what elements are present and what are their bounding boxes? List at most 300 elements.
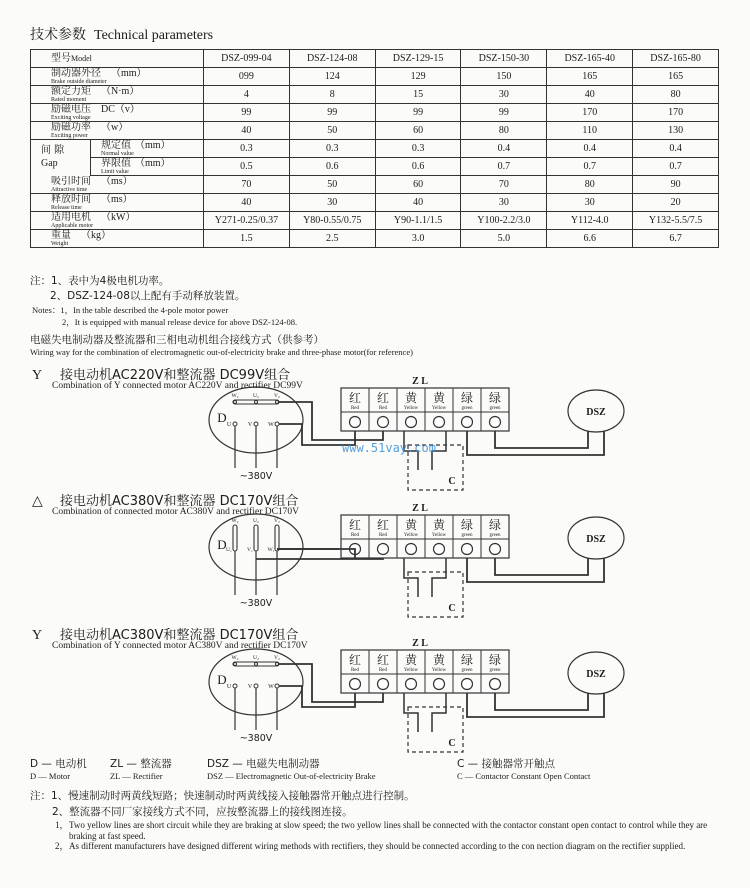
brake-label: DSZ: [586, 669, 606, 680]
table-row: [31, 230, 719, 248]
header-label-cell: [31, 50, 204, 68]
value-cell: 80: [547, 176, 633, 194]
row-label-zh-line: [51, 105, 203, 115]
table-row: [31, 212, 719, 230]
row-label-zh: 重量: [51, 229, 71, 241]
watermark-text: www.51vay.com: [342, 441, 436, 455]
value-cell: 0.3: [289, 140, 375, 158]
terminal-label-zh: 绿: [460, 653, 474, 667]
value-cell: 0.6: [289, 158, 375, 176]
table-row: [31, 176, 719, 194]
value-cell: 80: [633, 86, 719, 104]
section-title-zh: 接电动机AC220V和整流器 DC99V组合: [60, 368, 291, 383]
row-label-zh-line: [51, 69, 203, 79]
red-wire: [279, 664, 383, 702]
value-cell: 099: [204, 68, 290, 86]
terminal-dot: [275, 684, 279, 688]
value-cell: 0.4: [547, 140, 633, 158]
value-cell: 129: [375, 68, 461, 86]
value-cell: 99: [375, 104, 461, 122]
rectifier-label: Z L: [412, 638, 428, 649]
row-label-en: Limit value: [101, 168, 129, 175]
terminal-screw-icon: [406, 679, 417, 690]
terminal-label-en: Yellow: [431, 406, 447, 411]
terminal-screw-icon: [378, 544, 389, 555]
red-wire: [279, 424, 355, 445]
value-cell: 99: [204, 104, 290, 122]
section-title-zh: 接电动机AC380V和整流器 DC170V组合: [60, 494, 299, 509]
terminal-label-zh: 黄: [404, 391, 418, 405]
row-label-cell: [31, 194, 204, 212]
value-cell: 30: [461, 86, 547, 104]
rectifier-block: [341, 388, 509, 431]
row-unit: （mm）: [135, 157, 171, 169]
value-cell: 99: [289, 104, 375, 122]
yellow-wire: [404, 431, 418, 470]
yellow-wire: [404, 693, 418, 732]
terminal-screw-icon: [462, 544, 473, 555]
table-row: [31, 140, 719, 158]
brake-label: DSZ: [586, 407, 606, 418]
value-cell: 170: [547, 104, 633, 122]
section-title-zh: 接电动机AC380V和整流器 DC170V组合: [60, 628, 299, 643]
row-label-zh: 吸引时间: [51, 175, 91, 187]
contactor-box: [408, 707, 463, 752]
row-label-cell: [31, 122, 204, 140]
rectifier-label: Z L: [412, 376, 428, 387]
legend-item: C — Contactor Constant Open Contact: [457, 771, 591, 781]
value-cell: 40: [204, 122, 290, 140]
terminal-screw-icon: [350, 417, 361, 428]
terminal-dot: [276, 663, 279, 666]
value-cell: 165: [633, 68, 719, 86]
green-wire: [467, 693, 604, 717]
value-cell: 40: [204, 194, 290, 212]
value-cell: 0.3: [204, 140, 290, 158]
table-row: [31, 68, 719, 86]
row-label-cell: [31, 230, 204, 248]
notes-en-item: 2，It is equipped with manual release device for above DSZ-124-08.: [62, 317, 298, 327]
model-header-cell: DSZ-124-08: [289, 50, 375, 68]
terminal-screw-icon: [434, 679, 445, 690]
value-cell: 0.4: [633, 140, 719, 158]
terminal-dot: [234, 401, 237, 404]
terminal-dot: [275, 422, 279, 426]
notes-en-item: 1，In the table described the 4-pole motor power: [60, 305, 229, 315]
winding-bottom-label: V: [247, 684, 253, 690]
table-row: [31, 86, 719, 104]
notes-zh-prefix: 注：: [30, 275, 51, 287]
terminal-label-zh: 红: [348, 391, 362, 405]
terminal-screw-icon: [434, 417, 445, 428]
row-unit: （mm）: [135, 139, 171, 151]
value-cell: 90: [633, 176, 719, 194]
row-label-en: Attractive time: [51, 186, 88, 193]
row-label-cell: [31, 68, 204, 86]
section-subtitle: Combination of Y connected motor AC220V and rectifier DC99V: [52, 381, 303, 391]
terminal-screw-icon: [434, 544, 445, 555]
bottom-zh-item: 1、慢速制动时两黄线短路；快速制动时两黄线接入接触器常开触点进行控制。: [51, 790, 415, 802]
spec-table: [30, 49, 719, 248]
terminal-dot: [234, 663, 237, 666]
legend-item: DSZ — 电磁失电制动器: [207, 758, 320, 770]
rectifier-block: [341, 650, 509, 693]
value-cell: 20: [633, 194, 719, 212]
value-cell: 6.7: [633, 230, 719, 248]
value-cell: 30: [289, 194, 375, 212]
winding-bottom-label: W: [268, 422, 274, 428]
terminal-label-en: Red: [378, 668, 388, 673]
terminal-label-zh: 绿: [460, 391, 474, 405]
row-label-cell: [31, 212, 204, 230]
value-cell: 4: [204, 86, 290, 104]
row-unit: （ms）: [101, 175, 133, 187]
row-label-zh-line: [51, 213, 203, 223]
section-mark: △: [32, 494, 43, 509]
value-cell: Y90-1.1/1.5: [375, 212, 461, 230]
value-cell: 110: [547, 122, 633, 140]
table-row: [31, 194, 719, 212]
legend-item: C — 接触器常开触点: [457, 758, 556, 770]
voltage-label: ~380V: [239, 598, 273, 609]
terminal-label-zh: 绿: [488, 518, 502, 532]
terminal-label-zh: 黄: [432, 653, 446, 667]
winding-top-label: U₂: [253, 518, 259, 524]
bottom-en-item: [55, 841, 735, 852]
terminal-label-zh: 黄: [432, 391, 446, 405]
terminal-label-en: Yellow: [403, 406, 419, 411]
terminal-screw-icon: [350, 544, 361, 555]
winding-top-label: V₂: [274, 393, 280, 399]
terminal-label-zh: 红: [376, 391, 390, 405]
voltage-label: ~380V: [239, 733, 273, 744]
terminal-label-zh: 红: [376, 518, 390, 532]
row-label-en: Rated moment: [51, 96, 87, 103]
value-cell: 0.7: [547, 158, 633, 176]
row-label-zh-line: [51, 87, 203, 97]
terminal-label-en: green: [461, 406, 473, 411]
terminal-dot: [254, 684, 258, 688]
value-cell: 1.5: [204, 230, 290, 248]
row-label-en: Applicable motor: [51, 222, 94, 229]
title-zh: 技术参数: [30, 27, 86, 43]
value-cell: 130: [633, 122, 719, 140]
star-link-bar: [233, 400, 279, 404]
terminal-screw-icon: [406, 417, 417, 428]
winding-bottom-label: U: [226, 684, 232, 690]
bottom-notes-en: [55, 820, 735, 852]
table-row: [31, 122, 719, 140]
winding-top-label: U₂: [253, 655, 259, 661]
terminal-screw-icon: [378, 679, 389, 690]
row-label-zh: 适用电机: [51, 211, 91, 223]
terminal-screw-icon: [490, 679, 501, 690]
winding-top-label: V₂: [274, 518, 280, 524]
model-header-cell: DSZ-165-80: [633, 50, 719, 68]
brake-ellipse: [568, 517, 624, 559]
notes-en-prefix: Notes：: [32, 305, 61, 315]
terminal-dot: [233, 684, 237, 688]
row-label-en: Exciting voltage: [51, 114, 91, 121]
motor-ellipse: [209, 649, 303, 715]
terminal-label-en: green: [461, 668, 473, 673]
value-cell: 6.6: [547, 230, 633, 248]
rectifier-block: [341, 515, 509, 558]
wiring-title-zh: 电磁失电制动器及整流器和三相电动机组合接线方式（供参考）: [30, 334, 324, 346]
value-cell: 30: [547, 194, 633, 212]
value-cell: Y132-5.5/7.5: [633, 212, 719, 230]
brake-ellipse: [568, 390, 624, 432]
red-wire: [277, 549, 355, 558]
value-cell: 0.5: [204, 158, 290, 176]
voltage-label: ~380V: [239, 471, 273, 482]
row-label-zh: 额定力矩: [51, 85, 91, 97]
terminal-dot: [254, 422, 258, 426]
row-label-zh: 规定值: [101, 139, 131, 151]
contactor-box: [408, 445, 463, 490]
row-unit: （w）: [101, 121, 129, 133]
terminal-label-zh: 红: [348, 518, 362, 532]
model-header-cell: DSZ-099-04: [204, 50, 290, 68]
model-header-cell: DSZ-129-15: [375, 50, 461, 68]
legend-item: D — Motor: [30, 771, 71, 781]
terminal-dot: [255, 663, 258, 666]
contactor-label: C: [448, 603, 456, 614]
green-wire: [495, 693, 588, 710]
terminal-label-zh: 绿: [488, 653, 502, 667]
value-cell: 60: [375, 122, 461, 140]
terminal-label-en: Yellow: [403, 668, 419, 673]
winding-bottom-label: U₁: [226, 547, 232, 553]
table-row: [31, 158, 719, 176]
value-cell: 0.4: [461, 140, 547, 158]
value-cell: 80: [461, 122, 547, 140]
header-zh: 型号: [51, 52, 71, 64]
winding-bottom-label: W: [268, 684, 274, 690]
value-cell: 50: [289, 122, 375, 140]
value-cell: 0.6: [375, 158, 461, 176]
row-label-zh: 释放时间: [51, 193, 91, 205]
header-en: Model: [71, 53, 92, 63]
section-subtitle: Combination of Y connected motor AC380V and rectifier DC170V: [52, 641, 308, 651]
row-label-en: Release time: [51, 204, 82, 211]
contactor-label: C: [448, 738, 456, 749]
bottom-en-text: Two yellow lines are short circuit while they are braking at slow speed; the two yellow lines shall be connected with the contactor constant open contact to control while they are braking at fast speed.: [69, 820, 708, 841]
value-cell: 0.7: [461, 158, 547, 176]
terminal-screw-icon: [406, 544, 417, 555]
row-label-en: Weight: [51, 240, 69, 247]
section-subtitle: Combination of connected motor AC380V and rectifier DC170V: [52, 507, 300, 517]
terminal-label-zh: 红: [376, 653, 390, 667]
terminal-label-zh: 红: [348, 653, 362, 667]
row-label-en: Normal value: [101, 150, 134, 157]
wiring-diagram: [209, 638, 624, 752]
winding-bottom-label: W₁: [267, 547, 275, 553]
terminal-dot: [276, 401, 279, 404]
value-cell: Y100-2.2/3.0: [461, 212, 547, 230]
row-unit: （kg）: [81, 229, 111, 241]
winding-bottom-label: U: [226, 422, 232, 428]
terminal-label-zh: 黄: [432, 518, 446, 532]
model-header-cell: DSZ-165-40: [547, 50, 633, 68]
terminal-label-en: Yellow: [403, 533, 419, 538]
value-cell: Y80-0.55/0.75: [289, 212, 375, 230]
terminal-label-en: Red: [350, 668, 360, 673]
bottom-notes-zh: [30, 788, 415, 820]
bottom-en-num: 1，: [55, 820, 69, 830]
wiring-diagram: [209, 376, 624, 490]
value-cell: 2.5: [289, 230, 375, 248]
terminal-screw-icon: [462, 417, 473, 428]
terminal-label-zh: 黄: [404, 653, 418, 667]
terminal-label-zh: 绿: [460, 518, 474, 532]
value-cell: 60: [375, 176, 461, 194]
value-cell: Y271-0.25/0.37: [204, 212, 290, 230]
bottom-en-item: [55, 820, 735, 841]
winding-top-label: W₂: [231, 655, 239, 661]
motor-label: D: [217, 672, 227, 687]
contactor-label: C: [448, 476, 456, 487]
brake-ellipse: [568, 652, 624, 694]
terminal-label-en: green: [489, 533, 501, 538]
motor-ellipse: [209, 514, 303, 580]
row-label-cell: [31, 86, 204, 104]
notes-zh-item: 2、DSZ-124-08以上配有手动释放装置。: [50, 290, 246, 302]
table-header-row: [31, 50, 719, 68]
bottom-en-text: As different manufacturers have designed different wiring methods with rectifiers, they should be connected according to the con nection diagram on the rectifier supplied.: [69, 841, 686, 851]
row-label-en: Exciting power: [51, 132, 88, 139]
row-label-zh-line: [51, 177, 203, 187]
motor-label: D: [217, 537, 227, 552]
gap-zh: 间 隙: [41, 145, 65, 156]
winding-top-label: V₂: [274, 655, 280, 661]
value-cell: 150: [461, 68, 547, 86]
value-cell: 0.3: [375, 140, 461, 158]
value-cell: 15: [375, 86, 461, 104]
winding-bottom-label: V₁: [247, 547, 253, 553]
winding-top-label: W₂: [231, 518, 239, 524]
delta-link-bar: [254, 525, 258, 551]
value-cell: 124: [289, 68, 375, 86]
legend-item: DSZ — Electromagnetic Out-of-electricity Brake: [207, 771, 376, 781]
terminal-label-zh: 黄: [404, 518, 418, 532]
wiring-title-en: Wiring way for the combination of electromagnetic out-of-electricity brake and three-phase motor(for reference): [30, 347, 413, 357]
terminal-screw-icon: [490, 544, 501, 555]
row-label-zh: 励磁电压: [51, 103, 91, 115]
notes-en: [32, 304, 297, 328]
row-label-zh-line: [101, 141, 203, 151]
terminal-label-en: green: [489, 668, 501, 673]
value-cell: Y112-4.0: [547, 212, 633, 230]
terminal-label-en: Yellow: [431, 533, 447, 538]
red-wire: [279, 686, 355, 707]
page-title: [30, 24, 213, 44]
yellow-wire: [432, 558, 446, 597]
green-wire: [467, 558, 604, 582]
value-cell: 0.7: [633, 158, 719, 176]
terminal-label-en: Yellow: [431, 668, 447, 673]
terminal-label-zh: 绿: [488, 391, 502, 405]
value-cell: 40: [375, 194, 461, 212]
terminal-screw-icon: [350, 679, 361, 690]
bottom-en-num: 2，: [55, 841, 69, 851]
legend-item: ZL — 整流器: [110, 758, 172, 770]
rectifier-label: Z L: [412, 503, 428, 514]
terminal-label-en: green: [461, 533, 473, 538]
row-label-zh: 励磁功率: [51, 121, 91, 133]
green-wire: [495, 431, 588, 448]
legend-item: D — 电动机: [30, 758, 87, 770]
value-cell: 165: [547, 68, 633, 86]
terminal-screw-icon: [490, 417, 501, 428]
delta-link-bar: [275, 525, 279, 551]
terminal-label-en: Red: [350, 406, 360, 411]
terminal-label-en: Red: [378, 406, 388, 411]
row-label-cell: [31, 176, 204, 194]
row-unit: （kW）: [101, 211, 136, 223]
gap-en: Gap: [41, 158, 58, 169]
delta-link-bar: [233, 525, 237, 551]
terminal-dot: [255, 401, 258, 404]
row-label-zh-line: [51, 195, 203, 205]
value-cell: 70: [204, 176, 290, 194]
row-unit: （N·m）: [101, 85, 140, 97]
winding-top-label: W₂: [231, 393, 239, 399]
value-cell: 3.0: [375, 230, 461, 248]
section-mark: Y: [32, 628, 43, 643]
motor-label: D: [217, 410, 227, 425]
notes-zh-item: 1、表中为4极电机功率。: [51, 275, 170, 287]
winding-bottom-label: V: [247, 422, 253, 428]
value-cell: 70: [461, 176, 547, 194]
yellow-wire: [432, 431, 446, 470]
terminal-label-en: Red: [350, 533, 360, 538]
value-cell: 30: [461, 194, 547, 212]
brake-label: DSZ: [586, 534, 606, 545]
row-unit: DC（v）: [101, 103, 140, 115]
value-cell: 5.0: [461, 230, 547, 248]
terminal-screw-icon: [378, 417, 389, 428]
value-cell: 170: [633, 104, 719, 122]
yellow-wire: [432, 693, 446, 732]
terminal-label-en: green: [489, 406, 501, 411]
terminal-screw-icon: [462, 679, 473, 690]
row-label-zh-line: [101, 159, 203, 169]
value-cell: 50: [289, 176, 375, 194]
model-header-cell: DSZ-150-30: [461, 50, 547, 68]
bottom-zh-item: 2、整流器不同厂家接线方式不同，应按整流器上的接线图连接。: [52, 806, 353, 818]
row-label-zh-line: [51, 123, 203, 133]
value-cell: 99: [461, 104, 547, 122]
row-label-zh: 制动器外径: [51, 67, 101, 79]
bottom-zh-prefix: 注：: [30, 790, 51, 802]
title-en: Technical parameters: [94, 28, 214, 43]
winding-top-label: U₂: [253, 393, 259, 399]
row-label-en: Brake outside diameter: [51, 78, 107, 85]
contactor-box: [408, 572, 463, 617]
green-wire: [467, 431, 604, 455]
row-label-zh-line: [51, 231, 203, 241]
table-row: [31, 104, 719, 122]
yellow-wire: [404, 558, 418, 597]
red-wire: [256, 558, 383, 559]
value-cell: 8: [289, 86, 375, 104]
star-link-bar: [233, 662, 279, 666]
notes-zh: [30, 274, 245, 304]
value-cell: 40: [547, 86, 633, 104]
green-wire: [495, 558, 588, 575]
terminal-dot: [233, 422, 237, 426]
